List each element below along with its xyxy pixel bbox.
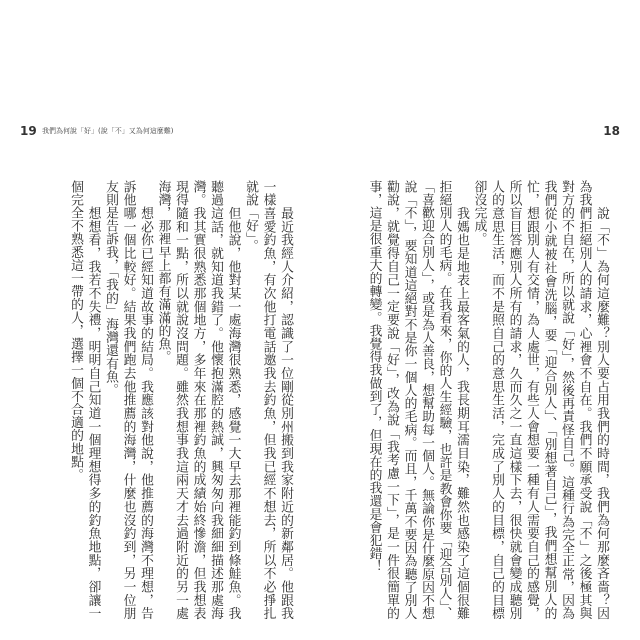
right-page	[320, 0, 640, 640]
right-paragraph-2: 我媽也是地表上最客氣的人，我長期耳濡目染，難然也感染了這個很難拒絕別人的毛病。在我看來，你的人生經驗，也許是教會你要「迎合別人」、「喜歡迎合別人」，或是為人善良，想幫助每一個人。無論你是什麼原因不想說「不」，要知道這絕對不是你一個人的毛病。而且，千萬不要因為聽了別人勸說，就覺得自己一定要說「好」，改為說「我考慮一下」，是一件很簡單的事，這是很重大的轉變。我覺得我做到了，但現在的我還是會犯錯！	[366, 180, 469, 620]
page-number-right: 18	[603, 124, 620, 138]
left-paragraph-1: 最近我經人介紹，認識了一位剛從別州搬到我家附近的新鄰居。他跟我一樣喜愛釣魚，有次他打電話邀我去釣魚，但我已經不想去，所以不必掙扎就說「好」。	[243, 180, 293, 620]
right-page-text	[348, 180, 610, 620]
left-page-text	[30, 180, 294, 620]
left-paragraph-2: 但他說，他對某一處海灣很熟悉，感覺一大早去那裡能釣到條鮭魚。我聽過這話，就知道我錯了。他懷抱滿腔的熱誠，興匆匆向我細細描述那處海灣。我其實很熟悉那個地方，多年來在那裡釣魚的成績始終慘澹，但我想表現得隨和一點，所以就說沒問題。雖然我想事我這兩天才去過附近的另一處海灣，那裡早上都有滿滿的魚。	[155, 180, 241, 620]
left-paragraph-3: 想必你已經知道故事的結局。我應該對他說，他推薦的海灣不理想，告訴他哪一個比較好。結果我們跑去他推薦的海灣，什麼也沒釣到，另一位朋友則是告訴我，「我的」海灣還有魚。	[103, 180, 153, 620]
left-paragraph-4: 想想看，我若不失禮，明明自己知道一個理想得多的釣魚地點，卻讓一個完全不熟悉這一帶的人，選擇一個不合適的地點。	[68, 180, 101, 620]
running-head: 我們為何說「好」(說「不」又為何這麼難)	[42, 127, 174, 135]
page-number-left: 19	[20, 124, 37, 138]
right-paragraph-1: 說「不」為何這麼難？別人要占用我們的時間，我們為何那麼吝嗇？因為我們拒絕別人的請求，心裡會不自在。我們不願承受說「不」之後極其與對方的不自在，所以就說「好」，然後再責怪自己。這種行為完全正常，因為我們從小就被社會洗腦，要「迎合別人」、「別想著自己」，我們想幫別人的忙，想跟別人有交情，為人處世，有些人會想要一種有人需要自己的感覺，所以盲目答應別人所有的請求，久而久之一直這樣下去，很快就會變成聽別人的意思生活，而不是照自己的意思生活，完成了別人的目標，自己的目標卻沒完成。	[471, 180, 609, 620]
